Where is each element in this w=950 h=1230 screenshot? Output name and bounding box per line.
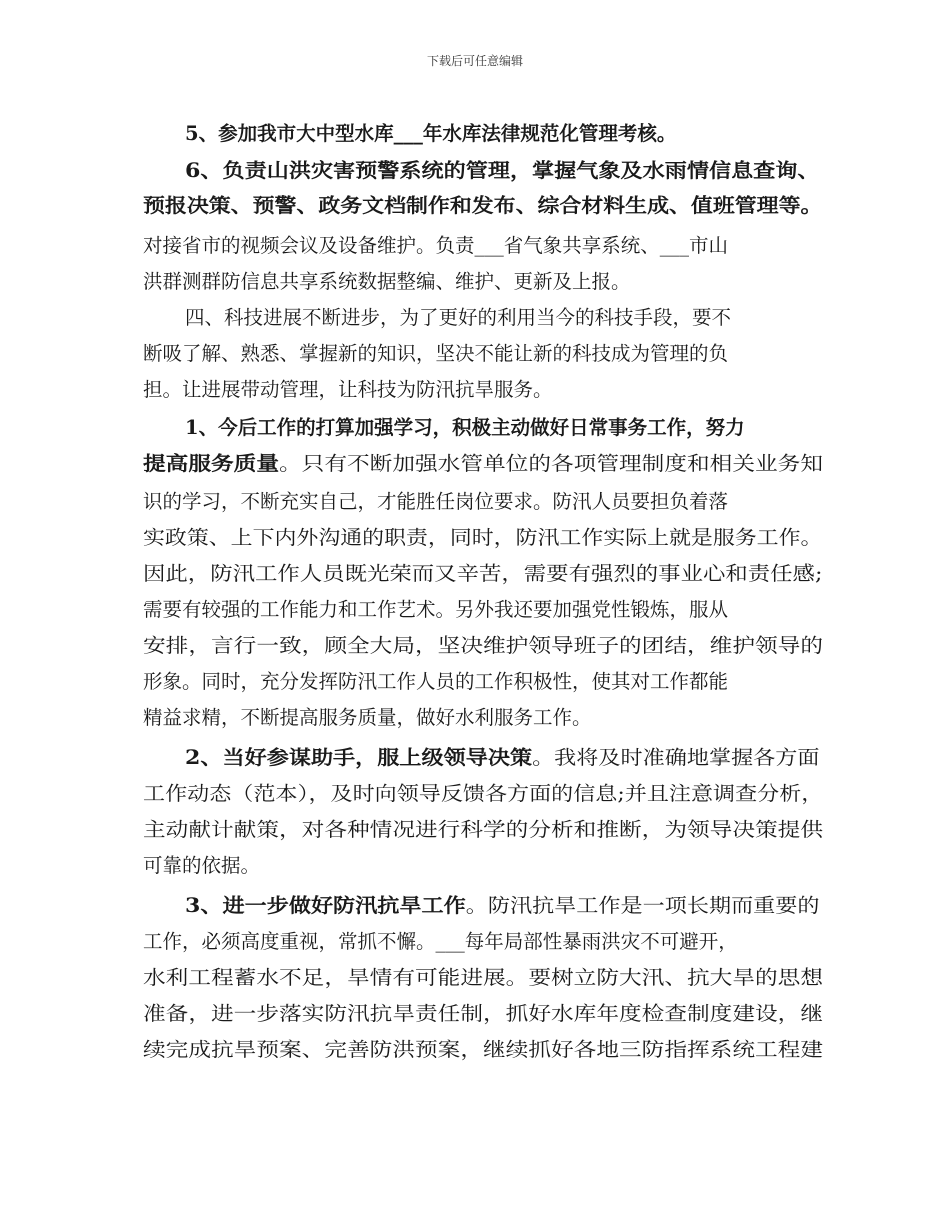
text-line <box>185 302 731 330</box>
text-line <box>143 374 553 402</box>
text-line <box>143 448 823 476</box>
text-line <box>143 962 823 990</box>
body-text: 准备，进一步落实防汛抗旱责任制，抓好水库年度检查制度建设，继 <box>143 1002 824 1025</box>
body-text: 担。让进展带动管理，让科技为防汛抗旱服务。 <box>143 378 553 401</box>
body-text: 。防汛抗旱工作是一项长期而重要的 <box>465 894 820 917</box>
text-line <box>143 594 728 622</box>
text-line <box>143 926 738 954</box>
text-line <box>143 486 728 514</box>
bold-heading-text: 1、今后工作的打算加强学习，积极主动做好日常事务工作，努力 <box>185 416 745 439</box>
text-line <box>143 778 823 806</box>
bold-heading-text: 3、进一步做好防汛抗旱工作 <box>185 894 466 917</box>
body-text: 四、科技进展不断进步，为了更好的利用当今的科技手段，要不 <box>185 306 732 329</box>
body-text: 因此，防汛工作人员既光荣而又辛苦，需要有强烈的事业心和责任感; <box>143 562 823 585</box>
text-line <box>143 998 823 1026</box>
body-text: 形象。同时，充分发挥防汛工作人员的工作积极性，使其对工作都能 <box>143 670 729 693</box>
text-line <box>185 412 745 440</box>
text-line <box>185 890 820 918</box>
body-text: 续完成抗旱预案、完善防洪预案，继续抓好各地三防指挥系统工程建 <box>143 1038 824 1061</box>
body-text: 对接省市的视频会议及设备维护。负责___省气象共享系统、___市山 <box>143 234 729 257</box>
text-line <box>143 666 728 694</box>
text-line <box>143 558 823 586</box>
body-text: 安排，言行一致，顾全大局，坚决维护领导班子的团结，维护领导的 <box>143 634 824 657</box>
text-line <box>143 850 260 878</box>
bold-heading-text: 5、参加我市大中型水库___年水库法律规范化管理考核。 <box>185 122 677 145</box>
body-text: 主动献计献策，对各种情况进行科学的分析和推断，为领导决策提供 <box>143 818 824 841</box>
text-line <box>143 190 822 218</box>
text-line <box>185 742 820 770</box>
text-line <box>143 630 823 658</box>
text-line <box>143 338 728 366</box>
body-text: 实政策、上下内外沟通的职责，同时，防汛工作实际上就是服务工作。 <box>143 526 823 549</box>
page-header: 下载后可任意编辑 <box>426 54 523 68</box>
text-line <box>143 230 728 258</box>
bold-heading-text: 提高服务质量 <box>143 452 280 475</box>
body-text: 。只有不断加强水管单位的各项管理制度和相关业务知 <box>279 452 824 475</box>
body-text: 工作，必须高度重视，常抓不懈。___每年局部性暴雨洪灾不可避开， <box>143 930 738 953</box>
body-text: 工作动态（范本），及时向领导反馈各方面的信息;并且注意调查分析， <box>143 782 824 805</box>
text-line <box>143 522 822 550</box>
text-line <box>185 118 676 146</box>
text-line <box>143 702 592 730</box>
body-text: 需要有较强的工作能力和工作艺术。另外我还要加强党性锻炼，服从 <box>143 598 729 621</box>
body-text: 可靠的依据。 <box>143 854 261 877</box>
body-text: 洪群测群防信息共享系统数据整编、维护、更新及上报。 <box>143 270 631 293</box>
bold-heading-text: 6、负责山洪灾害预警系统的管理，掌握气象及水雨情信息查询、 <box>185 159 820 182</box>
body-text: 。我将及时准确地掌握各方面 <box>532 746 820 769</box>
bold-heading-text: 预报决策、预警、政务文档制作和发布、综合材料生成、值班管理等。 <box>143 194 823 217</box>
body-text: 识的学习，不断充实自己，才能胜任岗位要求。防汛人员要担负着落 <box>143 490 729 513</box>
text-line <box>143 814 823 842</box>
bold-heading-text: 2、当好参谋助手，服上级领导决策 <box>185 746 533 769</box>
body-text: 精益求精，不断提高服务质量，做好水利服务工作。 <box>143 706 592 729</box>
text-line <box>185 155 820 183</box>
text-line <box>143 1034 823 1062</box>
body-text: 水利工程蓄水不足，旱情有可能进展。要树立防大汛、抗大旱的思想 <box>143 966 824 989</box>
text-line <box>143 266 631 294</box>
body-text: 断吸了解、熟悉、掌握新的知识，坚决不能让新的科技成为管理的负 <box>143 342 729 365</box>
